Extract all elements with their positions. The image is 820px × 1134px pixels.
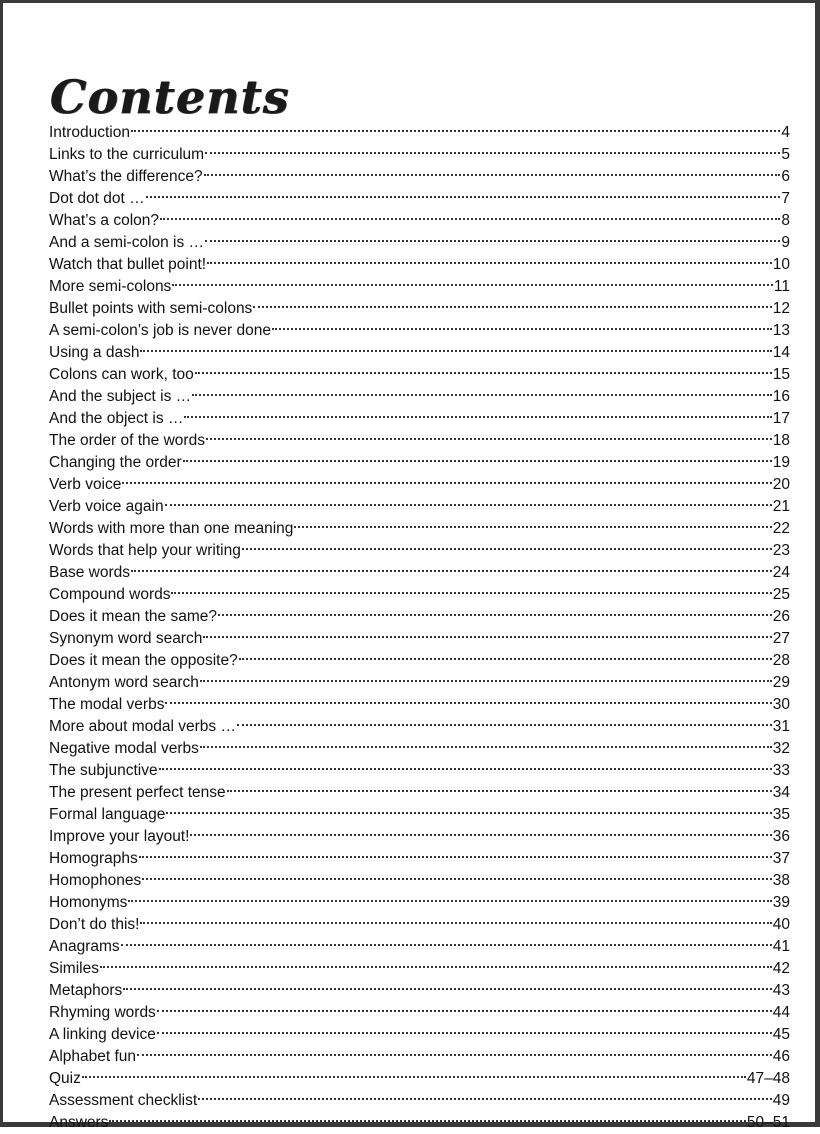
- dot-leader: [146, 181, 781, 203]
- dot-leader: [192, 379, 772, 401]
- toc-entry-title: Links to the curriculum: [49, 146, 205, 163]
- toc-entry-title: Synonym word search: [49, 630, 203, 647]
- toc-entry-title: The subjunctive: [49, 762, 158, 779]
- dot-leader: [206, 423, 772, 445]
- toc-entry: [49, 753, 790, 779]
- toc-entry-title: Formal language: [49, 806, 166, 823]
- dot-leader: [195, 357, 772, 379]
- toc-entry-page: 11: [773, 278, 790, 295]
- toc-entry-page: 23: [772, 542, 790, 559]
- toc-entry-page: 24: [772, 564, 790, 581]
- toc-entry-title: Assessment checklist: [49, 1092, 198, 1109]
- toc-entry-page: 10: [772, 256, 790, 273]
- toc-entry: [49, 1105, 790, 1131]
- toc-entry-title: And a semi-colon is …: [49, 234, 205, 251]
- dot-leader: [160, 203, 780, 225]
- toc-entry-page: 28: [772, 652, 790, 669]
- toc-entry-title: Anagrams: [49, 938, 120, 955]
- toc-entry-title: Words with more than one meaning: [49, 520, 294, 537]
- toc-entry-page: 5: [781, 146, 790, 163]
- toc-entry-title: Words that help your writing: [49, 542, 241, 559]
- toc-entry-page: 49: [772, 1092, 790, 1109]
- toc-entry-page: 15: [772, 366, 790, 383]
- toc-entry-page: 6: [781, 168, 790, 185]
- toc-entry: [49, 181, 790, 207]
- toc-entry-page: 47–48: [746, 1070, 790, 1087]
- toc-entry: [49, 929, 790, 955]
- dot-leader: [200, 665, 772, 687]
- toc-entry-page: 31: [772, 718, 790, 735]
- toc-entry: [49, 1083, 790, 1109]
- toc-entry: [49, 863, 790, 889]
- toc-entry-title: The present perfect tense: [49, 784, 226, 801]
- toc-entry-title: Base words: [49, 564, 130, 581]
- toc-entry-page: 12: [772, 300, 790, 317]
- dot-leader: [131, 555, 772, 577]
- toc-entry-page: 33: [772, 762, 790, 779]
- toc-entry-title: Using a dash: [49, 344, 140, 361]
- toc-entry-title: More about modal verbs …: [49, 718, 236, 735]
- dot-leader: [131, 115, 780, 137]
- toc-entry-title: The modal verbs: [49, 696, 165, 713]
- dot-leader: [137, 1039, 772, 1061]
- toc-entry-page: 9: [781, 234, 790, 251]
- toc-entry-title: Rhyming words: [49, 1004, 156, 1021]
- dot-leader: [184, 401, 771, 423]
- dot-leader: [172, 269, 773, 291]
- dot-leader: [166, 797, 771, 819]
- toc-entry-title: Verb voice again: [49, 498, 164, 515]
- dot-leader: [205, 137, 780, 159]
- toc-entry-page: 8: [781, 212, 790, 229]
- toc-entry: [49, 467, 790, 493]
- toc-entry-page: 35: [772, 806, 790, 823]
- toc-entry: [49, 1039, 790, 1065]
- toc-entry-page: 16: [772, 388, 790, 405]
- dot-leader: [157, 995, 772, 1017]
- toc-entry-title: Quiz: [49, 1070, 81, 1087]
- toc-entry-title: Changing the order: [49, 454, 182, 471]
- dot-leader: [165, 489, 772, 511]
- dot-leader: [294, 511, 771, 533]
- dot-leader: [190, 819, 771, 841]
- toc-entry: [49, 489, 790, 515]
- dot-leader: [171, 577, 771, 599]
- dot-leader: [128, 885, 771, 907]
- dot-leader: [237, 709, 772, 731]
- toc-entry: [49, 841, 790, 867]
- dot-leader: [205, 225, 780, 247]
- toc-entry: [49, 951, 790, 977]
- toc-entry: [49, 203, 790, 229]
- page-title: Contents: [50, 69, 290, 124]
- toc-entry-title: What’s a colon?: [49, 212, 159, 229]
- toc-entry-page: 37: [772, 850, 790, 867]
- toc-entry-page: 43: [772, 982, 790, 999]
- dot-leader: [123, 973, 772, 995]
- toc-entry-page: 13: [772, 322, 790, 339]
- toc-entry: [49, 137, 790, 163]
- toc-entry-page: 38: [772, 872, 790, 889]
- toc-entry-page: 17: [772, 410, 790, 427]
- dot-leader: [122, 467, 771, 489]
- dot-leader: [242, 533, 772, 555]
- toc-entry-page: 40: [772, 916, 790, 933]
- toc-entry-page: 7: [781, 190, 790, 207]
- toc-entry-title: More semi-colons: [49, 278, 172, 295]
- toc-entry-title: Negative modal verbs: [49, 740, 199, 757]
- toc-entry-title: Does it mean the opposite?: [49, 652, 238, 669]
- dot-leader: [157, 1017, 772, 1039]
- toc-entry: [49, 335, 790, 361]
- toc-entry-title: The order of the words: [49, 432, 205, 449]
- dot-leader: [253, 291, 771, 313]
- toc-entry: [49, 357, 790, 383]
- toc-entry: [49, 225, 790, 251]
- toc-entry-page: 22: [772, 520, 790, 537]
- toc-entry-title: Homographs: [49, 850, 138, 867]
- toc-entry: [49, 775, 790, 801]
- dot-leader: [165, 687, 771, 709]
- toc-entry-title: And the object is …: [49, 410, 184, 427]
- dot-leader: [82, 1061, 746, 1083]
- dot-leader: [200, 731, 772, 753]
- toc-entry-title: Metaphors: [49, 982, 123, 999]
- toc-entry-page: 26: [772, 608, 790, 625]
- toc-entry-page: 25: [772, 586, 790, 603]
- toc-entry-page: 4: [781, 124, 790, 141]
- toc-entry-page: 36: [772, 828, 790, 845]
- dot-leader: [218, 599, 772, 621]
- toc-entry-title: A semi-colon’s job is never done: [49, 322, 272, 339]
- dot-leader: [183, 445, 772, 467]
- toc-entry: [49, 115, 790, 141]
- toc-entry-title: Verb voice: [49, 476, 122, 493]
- toc-entry-title: What’s the difference?: [49, 168, 203, 185]
- dot-leader: [140, 335, 771, 357]
- toc-entry-title: Antonym word search: [49, 674, 199, 691]
- toc-entry-title: Alphabet fun: [49, 1048, 137, 1065]
- toc-entry: [49, 995, 790, 1021]
- toc-entry-title: Don’t do this!: [49, 916, 140, 933]
- toc-entry-page: 42: [772, 960, 790, 977]
- dot-leader: [227, 775, 772, 797]
- toc-entry-title: Compound words: [49, 586, 171, 603]
- toc-entry-title: Bullet points with semi-colons: [49, 300, 253, 317]
- toc-entry: [49, 555, 790, 581]
- toc-entry: [49, 1017, 790, 1043]
- dot-leader: [142, 863, 772, 885]
- toc-entry-title: A linking device: [49, 1026, 156, 1043]
- toc-entry: [49, 1061, 790, 1087]
- table-of-contents: [49, 115, 790, 1131]
- dot-leader: [204, 159, 781, 181]
- toc-entry-title: Homonyms: [49, 894, 128, 911]
- dot-leader: [159, 753, 772, 775]
- toc-entry-page: 30: [772, 696, 790, 713]
- toc-entry-page: 45: [772, 1026, 790, 1043]
- toc-entry-title: Colons can work, too: [49, 366, 194, 383]
- toc-entry-page: 14: [772, 344, 790, 361]
- toc-entry-page: 46: [772, 1048, 790, 1065]
- toc-entry-page: 39: [772, 894, 790, 911]
- dot-leader: [139, 841, 772, 863]
- dot-leader: [203, 621, 771, 643]
- toc-entry-title: And the subject is …: [49, 388, 192, 405]
- toc-entry-title: Dot dot dot …: [49, 190, 145, 207]
- dot-leader: [239, 643, 772, 665]
- dot-leader: [207, 247, 772, 269]
- dot-leader: [109, 1105, 745, 1127]
- toc-entry-page: 18: [772, 432, 790, 449]
- dot-leader: [121, 929, 772, 951]
- toc-entry-page: 20: [772, 476, 790, 493]
- toc-entry-page: 19: [772, 454, 790, 471]
- toc-entry-page: 34: [772, 784, 790, 801]
- toc-entry-title: Homophones: [49, 872, 142, 889]
- dot-leader: [140, 907, 771, 929]
- toc-entry-page: 27: [772, 630, 790, 647]
- toc-entry-page: 41: [772, 938, 790, 955]
- dot-leader: [198, 1083, 772, 1105]
- toc-entry-title: Does it mean the same?: [49, 608, 218, 625]
- toc-entry-title: Answers: [49, 1114, 109, 1131]
- toc-entry-page: 44: [772, 1004, 790, 1021]
- toc-entry-title: Similes: [49, 960, 99, 977]
- toc-entry: [49, 907, 790, 933]
- toc-entry: [49, 885, 790, 911]
- toc-entry: [49, 973, 790, 999]
- toc-entry-page: 32: [772, 740, 790, 757]
- toc-entry-page: 21: [772, 498, 790, 515]
- toc-entry-title: Watch that bullet point!: [49, 256, 207, 273]
- dot-leader: [100, 951, 772, 973]
- toc-entry-page: 50–51: [746, 1114, 790, 1131]
- dot-leader: [272, 313, 772, 335]
- toc-entry-title: Introduction: [49, 124, 130, 141]
- toc-entry-title: Improve your layout!: [49, 828, 190, 845]
- toc-entry-page: 29: [772, 674, 790, 691]
- toc-entry: [49, 577, 790, 603]
